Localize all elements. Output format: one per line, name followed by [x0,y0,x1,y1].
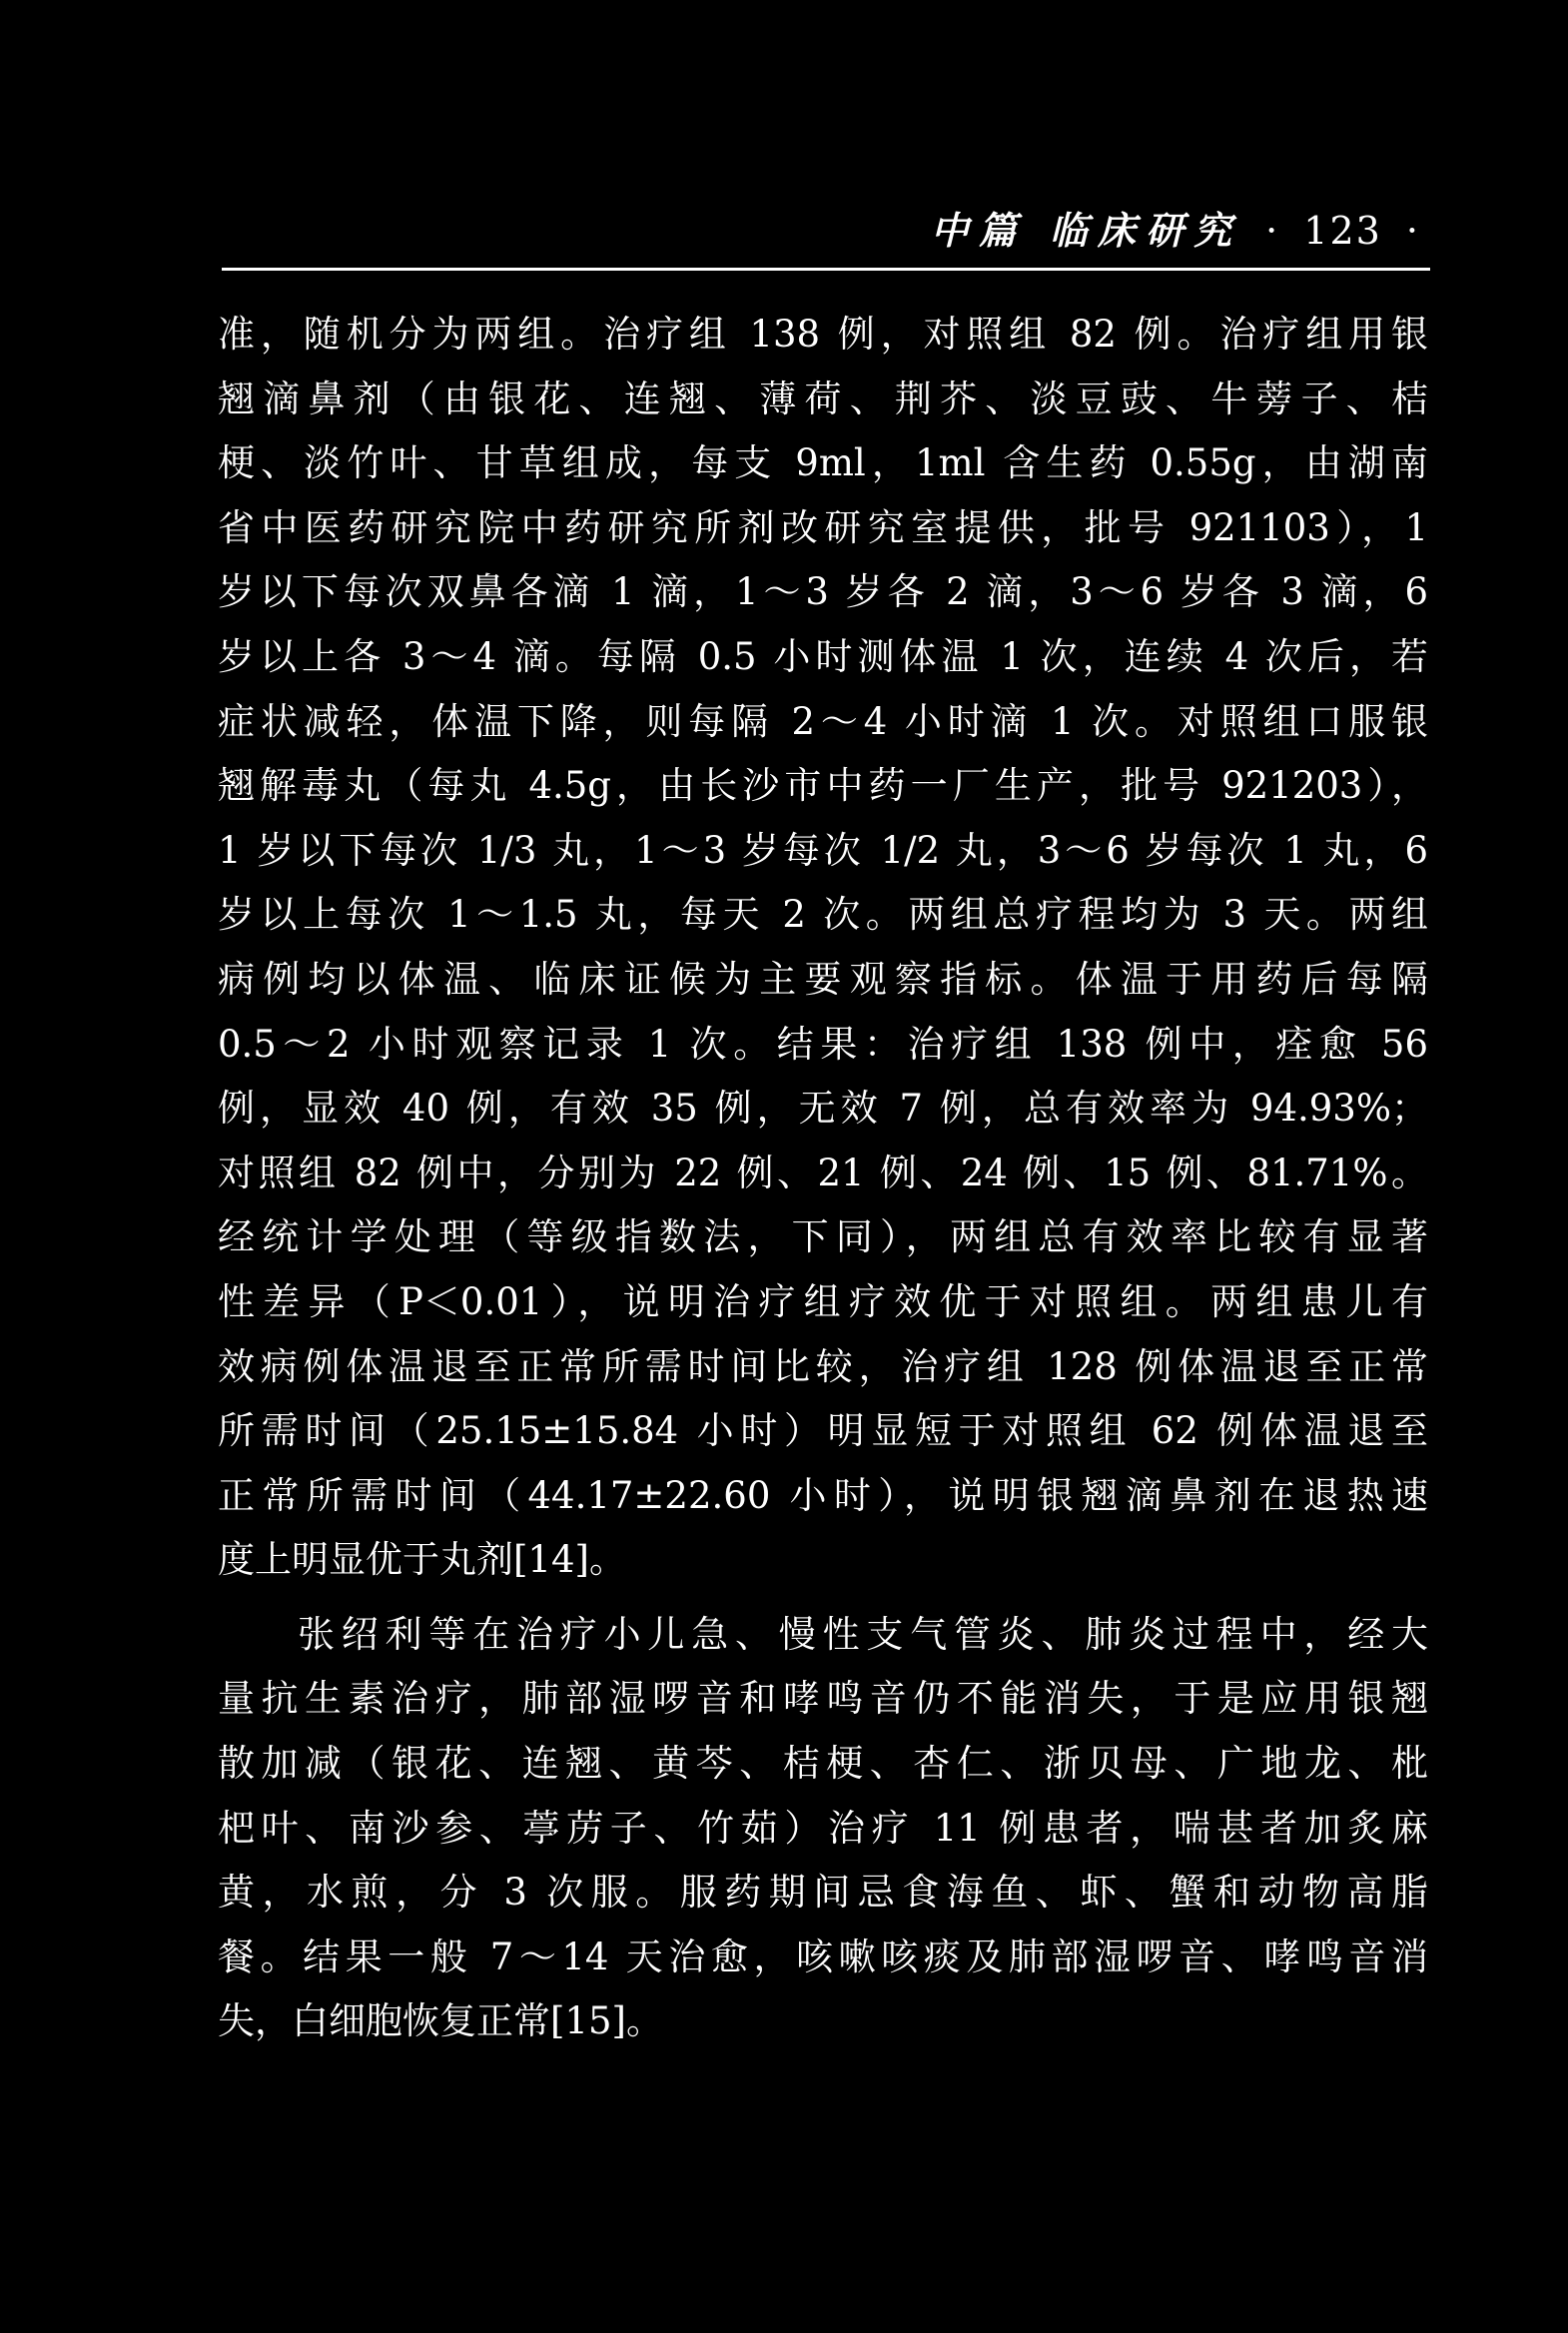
text-line: 省中医药研究院中药研究所剂改研究室提供，批号 921103），1 [218,505,1428,549]
paragraph [218,1603,1428,2054]
text-line: 正常所需时间（44.17±22.60 小时），说明银翘滴鼻剂在退热速 [218,1473,1428,1517]
text-line: 失，白细胞恢复正常[15]。 [218,1999,663,2043]
text-line: 岁以下每次双鼻各滴 1 滴，1～3 岁各 2 滴，3～6 岁各 3 滴，6 [218,570,1428,614]
header-separator-dot: · [1405,209,1420,253]
paragraph [218,303,1428,1593]
text-line: 翘滴鼻剂（由银花、连翘、薄荷、荆芥、淡豆豉、牛蒡子、桔 [218,377,1428,420]
header-rule [222,268,1430,271]
text-line: 杷叶、南沙参、葶苈子、竹茹）治疗 11 例患者，喘甚者加炙麻 [218,1806,1428,1850]
text-line: 症状减轻，体温下降，则每隔 2～4 小时滴 1 次。对照组口服银 [218,699,1428,743]
body-text [218,303,1428,2054]
text-line: 量抗生素治疗，肺部湿啰音和哮鸣音仍不能消失，于是应用银翘 [218,1677,1428,1721]
text-line: 所需时间（25.15±15.84 小时）明显短于对照组 62 例体温退至 [218,1409,1428,1453]
text-line: 性差异（P＜0.01），说明治疗组疗效优于对照组。两组患儿有 [218,1279,1428,1323]
text-line: 岁以上各 3～4 滴。每隔 0.5 小时测体温 1 次，连续 4 次后，若 [218,634,1428,678]
text-line: 经统计学处理（等级指数法，下同），两组总有效率比较有显著 [218,1215,1428,1259]
text-line: 0.5～2 小时观察记录 1 次。结果：治疗组 138 例中，痊愈 56 [218,1022,1428,1066]
text-line: 度上明显优于丸剂[14]。 [218,1538,626,1582]
page-number: 123 [1303,209,1382,253]
text-line: 病例均以体温、临床证候为主要观察指标。体温于用药后每隔 [218,957,1428,1001]
text-line: 张绍利等在治疗小儿急、慢性支气管炎、肺炎过程中，经大 [298,1612,1428,1656]
text-line: 梗、淡竹叶、甘草组成，每支 9ml，1ml 含生药 0.55g，由湖南 [218,441,1428,485]
header-separator-dot: · [1265,209,1280,253]
text-line: 翘解毒丸（每丸 4.5g，由长沙市中药一厂生产，批号 921203）， [218,764,1428,808]
text-line: 1 岁以下每次 1/3 丸，1～3 岁每次 1/2 丸，3～6 岁每次 1 丸，6 [218,828,1428,872]
text-line: 准，随机分为两组。治疗组 138 例，对照组 82 例。治疗组用银 [218,313,1428,356]
running-header [222,200,1430,260]
text-line: 黄，水煎，分 3 次服。服药期间忌食海鱼、虾、蟹和动物高脂 [218,1871,1428,1915]
text-line: 岁以上每次 1～1.5 丸，每天 2 次。两组总疗程均为 3 天。两组 [218,893,1428,937]
text-line: 效病例体温退至正常所需时间比较，治疗组 128 例体温退至正常 [218,1344,1428,1388]
section-title: 中篇 临床研究 [930,208,1241,253]
text-line: 散加减（银花、连翘、黄芩、桔梗、杏仁、浙贝母、广地龙、枇 [218,1742,1428,1786]
text-line: 对照组 82 例中，分别为 22 例、21 例、24 例、15 例、81.71%。 [218,1151,1428,1194]
text-line: 餐。结果一般 7～14 天治愈，咳嗽咳痰及肺部湿啰音、哮鸣音消 [218,1935,1428,1978]
text-line: 例，显效 40 例，有效 35 例，无效 7 例，总有效率为 94.93%； [218,1087,1428,1131]
